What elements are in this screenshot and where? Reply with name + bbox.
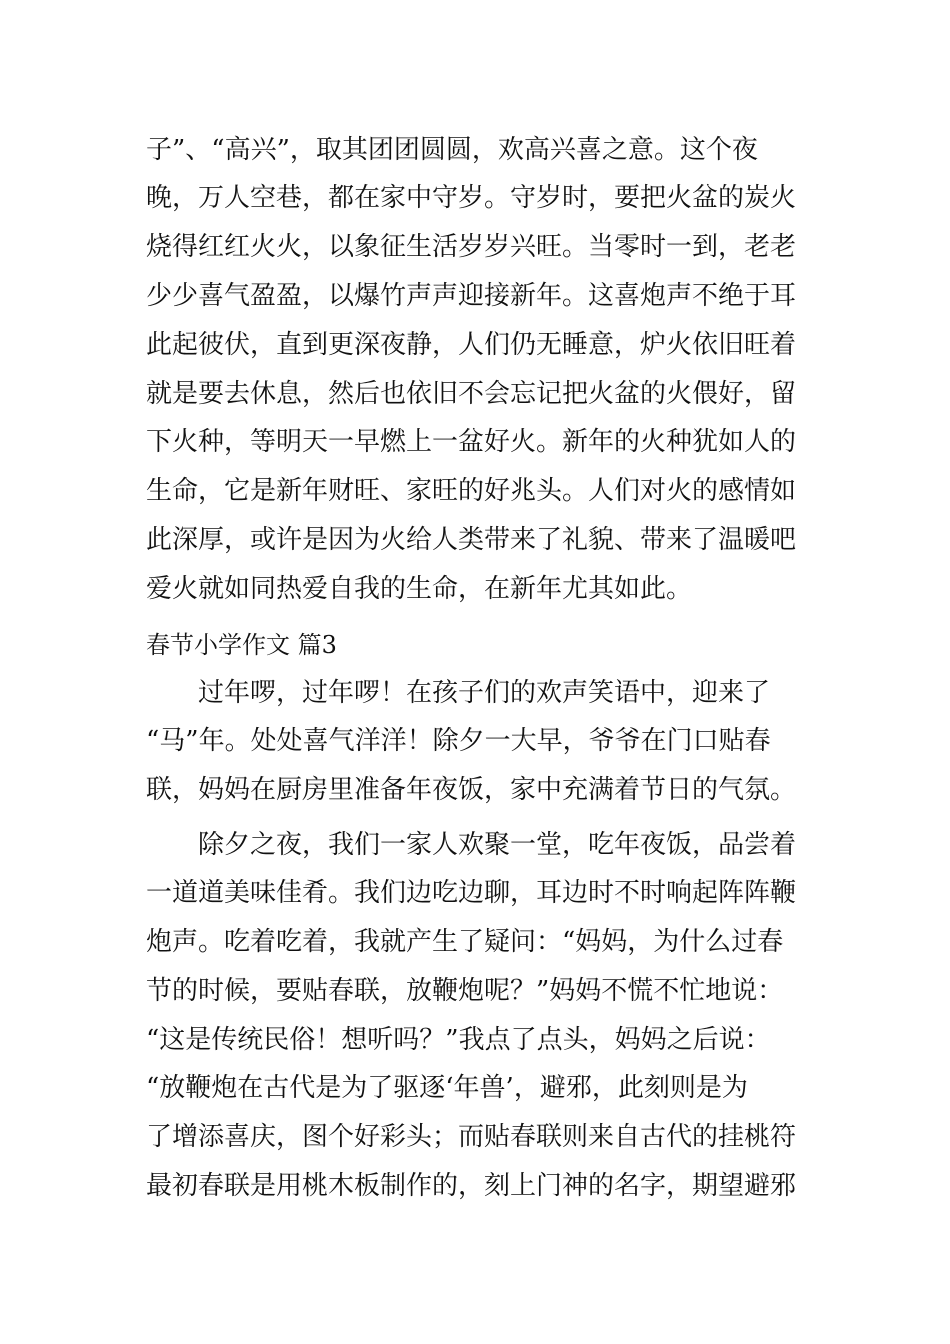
text-line: 少少喜气盈盈，以爆竹声声迎接新年。这喜炮声不绝于耳 [146, 281, 797, 311]
text-line: 生命，它是新年财旺、家旺的好兆头。人们对火的感情如 [146, 476, 797, 506]
text-line: “马”年。处处喜气洋洋！除夕一大早，爷爷在门口贴春 [146, 726, 771, 756]
text-line: 最初春联是用桃木板制作的，刻上门神的名字，期望避邪 [146, 1171, 797, 1201]
text-line: 爱火就如同热爱自我的生命，在新年尤其如此。 [146, 574, 693, 604]
text-line: 烧得红红火火，以象征生活岁岁兴旺。当零时一到，老老 [146, 232, 797, 262]
paragraph-first-line: 除夕之夜，我们一家人欢聚一堂，吃年夜饭，品尝着 [198, 830, 797, 860]
paragraph-first-line: 过年啰，过年啰！在孩子们的欢声笑语中，迎来了 [198, 678, 771, 708]
text-line: 此起彼伏，直到更深夜静，人们仍无睡意，炉火依旧旺着 [146, 330, 797, 360]
text-line: 联，妈妈在厨房里准备年夜饭，家中充满着节日的气氛。 [146, 775, 797, 805]
text-line: 子”、“高兴”，取其团团圆圆，欢高兴喜之意。这个夜 [146, 135, 758, 165]
section-heading: 春节小学作文 篇3 [146, 631, 337, 659]
text-line: 一道道美味佳肴。我们边吃边聊，耳边时不时响起阵阵鞭 [146, 878, 797, 908]
text-line: 就是要去休息，然后也依旧不会忘记把火盆的火偎好，留 [146, 379, 797, 409]
text-line: 晚，万人空巷，都在家中守岁。守岁时，要把火盆的炭火 [146, 183, 797, 213]
text-line: “放鞭炮在古代是为了驱逐‘年兽’，避邪，此刻则是为 [146, 1073, 748, 1103]
text-line: 下火种，等明天一早燃上一盆好火。新年的火种犹如人的 [146, 427, 797, 457]
text-line: 了增添喜庆，图个好彩头；而贴春联则来自古代的挂桃符 [146, 1122, 797, 1152]
text-line: 节的时候，要贴春联，放鞭炮呢？”妈妈不慌不忙地说： [146, 976, 784, 1006]
text-line: 此深厚，或许是因为火给人类带来了礼貌、带来了温暖吧 [146, 525, 797, 555]
text-line: “这是传统民俗！想听吗？”我点了点头，妈妈之后说： [146, 1025, 771, 1055]
text-line: 炮声。吃着吃着，我就产生了疑问：“妈妈，为什么过春 [146, 927, 784, 957]
